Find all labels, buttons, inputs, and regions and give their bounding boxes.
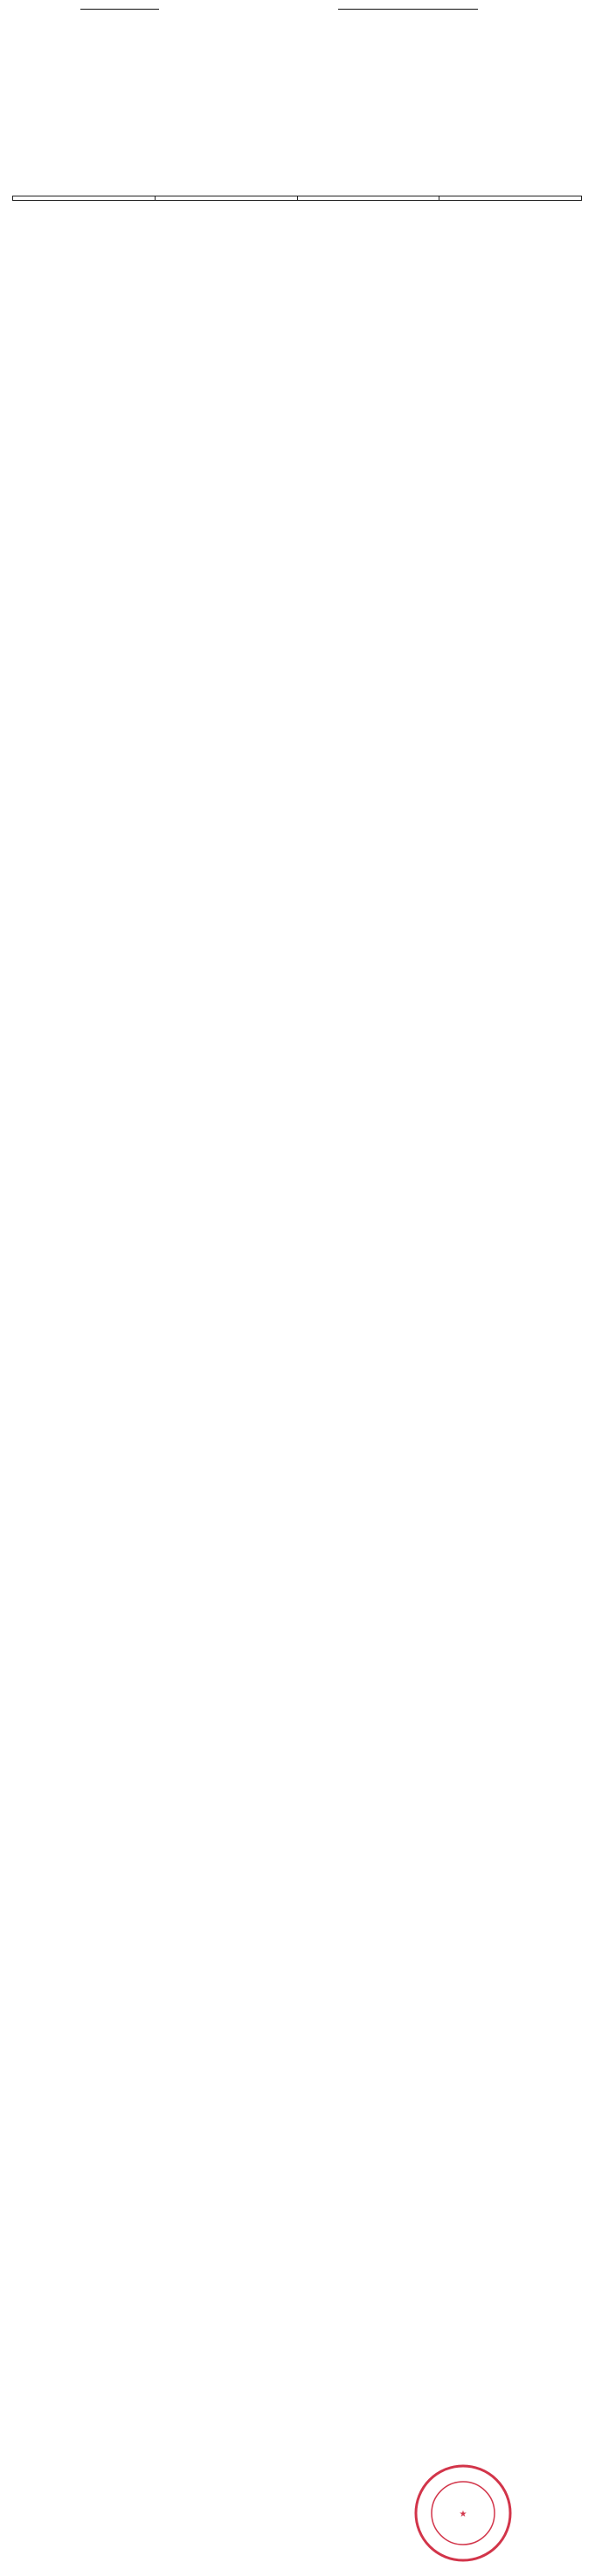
- table-header-row: [13, 196, 582, 201]
- issuer-header: [19, 7, 220, 17]
- official-stamp: [411, 2461, 515, 2566]
- col-header-method: [439, 196, 582, 201]
- majors-table: [12, 196, 582, 201]
- motto-rule: [338, 9, 478, 10]
- header-rule: [80, 9, 159, 10]
- col-header-tt: [13, 196, 156, 201]
- svg-text:★: ★: [459, 2510, 467, 2519]
- col-header-major: [155, 196, 297, 201]
- national-header: [238, 7, 578, 18]
- col-header-eligibility: [297, 196, 439, 201]
